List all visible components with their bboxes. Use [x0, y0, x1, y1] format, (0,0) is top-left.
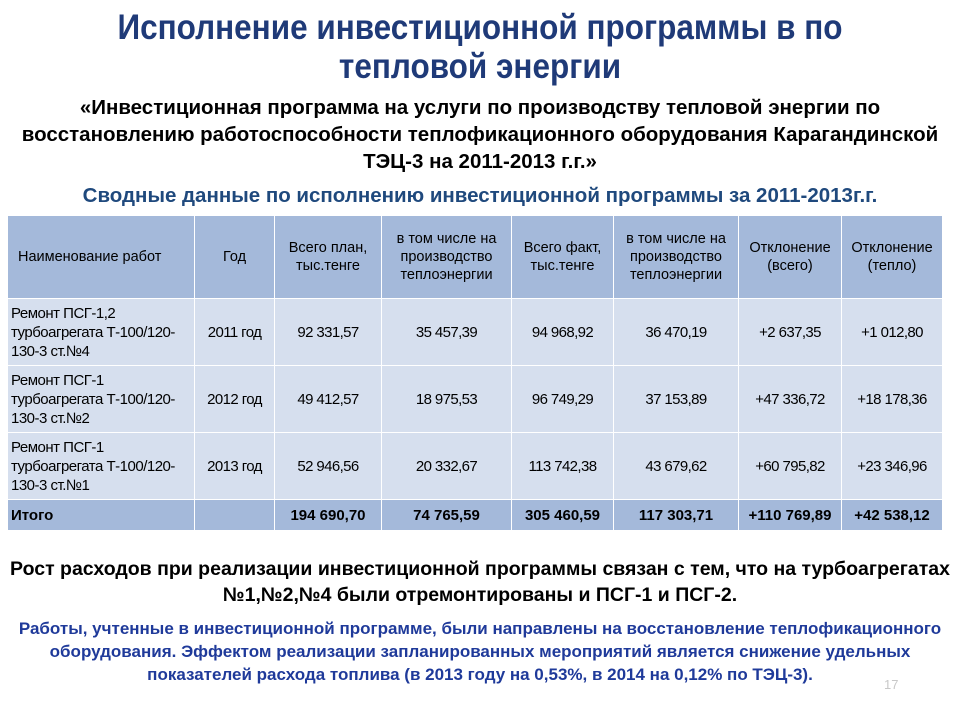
cell-deviation-heat: +1 012,80	[842, 299, 943, 366]
total-plan-heat-share: 74 765,59	[382, 500, 512, 531]
table-total-row	[8, 500, 943, 531]
cell-plan-heat-share: 35 457,39	[382, 299, 512, 366]
cell-year: 2012 год	[195, 366, 275, 433]
cell-deviation-total: +60 795,82	[739, 433, 842, 500]
cell-total-fact: 94 968,92	[512, 299, 614, 366]
total-plan: 194 690,70	[275, 500, 382, 531]
cell-deviation-heat: +23 346,96	[842, 433, 943, 500]
header-work-name: Наименование работ	[8, 216, 195, 299]
cell-year: 2013 год	[195, 433, 275, 500]
page-title: Исполнение инвестиционной программы в по тепловой энергии	[117, 8, 843, 86]
table-row	[8, 366, 943, 433]
header-deviation-total: Отклонение (всего)	[739, 216, 842, 299]
cell-total-fact: 96 749,29	[512, 366, 614, 433]
cell-work-name: Ремонт ПСГ-1,2 турбоагрегата Т-100/120-130-3 ст.№4	[8, 299, 195, 366]
table-row	[8, 433, 943, 500]
total-fact: 305 460,59	[512, 500, 614, 531]
header-year: Год	[195, 216, 275, 299]
table-row	[8, 299, 943, 366]
cell-total-plan: 52 946,56	[275, 433, 382, 500]
cell-fact-heat-share: 36 470,19	[614, 299, 739, 366]
header-deviation-heat: Отклонение (тепло)	[842, 216, 943, 299]
total-deviation-total: +110 769,89	[739, 500, 842, 531]
cell-fact-heat-share: 43 679,62	[614, 433, 739, 500]
total-fact-heat-share: 117 303,71	[614, 500, 739, 531]
cell-work-name: Ремонт ПСГ-1 турбоагрегата Т-100/120-130-3 ст.№2	[8, 366, 195, 433]
header-total-plan: Всего план, тыс.тенге	[275, 216, 382, 299]
cell-plan-heat-share: 18 975,53	[382, 366, 512, 433]
page-number: 17	[884, 677, 899, 692]
cost-growth-note: Рост расходов при реализации инвестиционной программы связан с тем, что на турбоагрегатах №1,№2,№4 были отремонтированы и ПСГ-1 и ПСГ-2.	[10, 558, 950, 606]
cell-total-plan: 92 331,57	[275, 299, 382, 366]
cell-total-plan: 49 412,57	[275, 366, 382, 433]
total-year	[195, 500, 275, 531]
cell-year: 2011 год	[195, 299, 275, 366]
program-subtitle: «Инвестиционная программа на услуги по производству тепловой энергии по восстановлению работоспособности теплофикационного оборудования Карагандинской ТЭЦ-3 на 2011-2013 г.г.»	[21, 96, 939, 173]
cell-deviation-total: +47 336,72	[739, 366, 842, 433]
cell-plan-heat-share: 20 332,67	[382, 433, 512, 500]
cell-deviation-total: +2 637,35	[739, 299, 842, 366]
cell-fact-heat-share: 37 153,89	[614, 366, 739, 433]
total-deviation-heat: +42 538,12	[842, 500, 943, 531]
total-label: Итого	[8, 500, 195, 531]
header-plan-heat-share: в том числе на производство теплоэнергии	[382, 216, 512, 299]
cell-deviation-heat: +18 178,36	[842, 366, 943, 433]
section-heading: Сводные данные по исполнению инвестиционной программы за 2011-2013г.г.	[82, 184, 878, 207]
investment-summary-table	[7, 215, 943, 531]
effect-note: Работы, учтенные в инвестиционной программе, были направлены на восстановление теплофикационного оборудования. Эффектом реализации запланированных мероприятий является снижение удельных показателей расхода топлива (в 2013 году на 0,53%, в 2014 на 0,12% по ТЭЦ-3).	[18, 619, 942, 684]
cell-total-fact: 113 742,38	[512, 433, 614, 500]
header-fact-heat-share: в том числе на производство теплоэнергии	[614, 216, 739, 299]
header-total-fact: Всего факт, тыс.тенге	[512, 216, 614, 299]
table-header-row	[8, 216, 943, 299]
cell-work-name: Ремонт ПСГ-1 турбоагрегата Т-100/120-130-3 ст.№1	[8, 433, 195, 500]
